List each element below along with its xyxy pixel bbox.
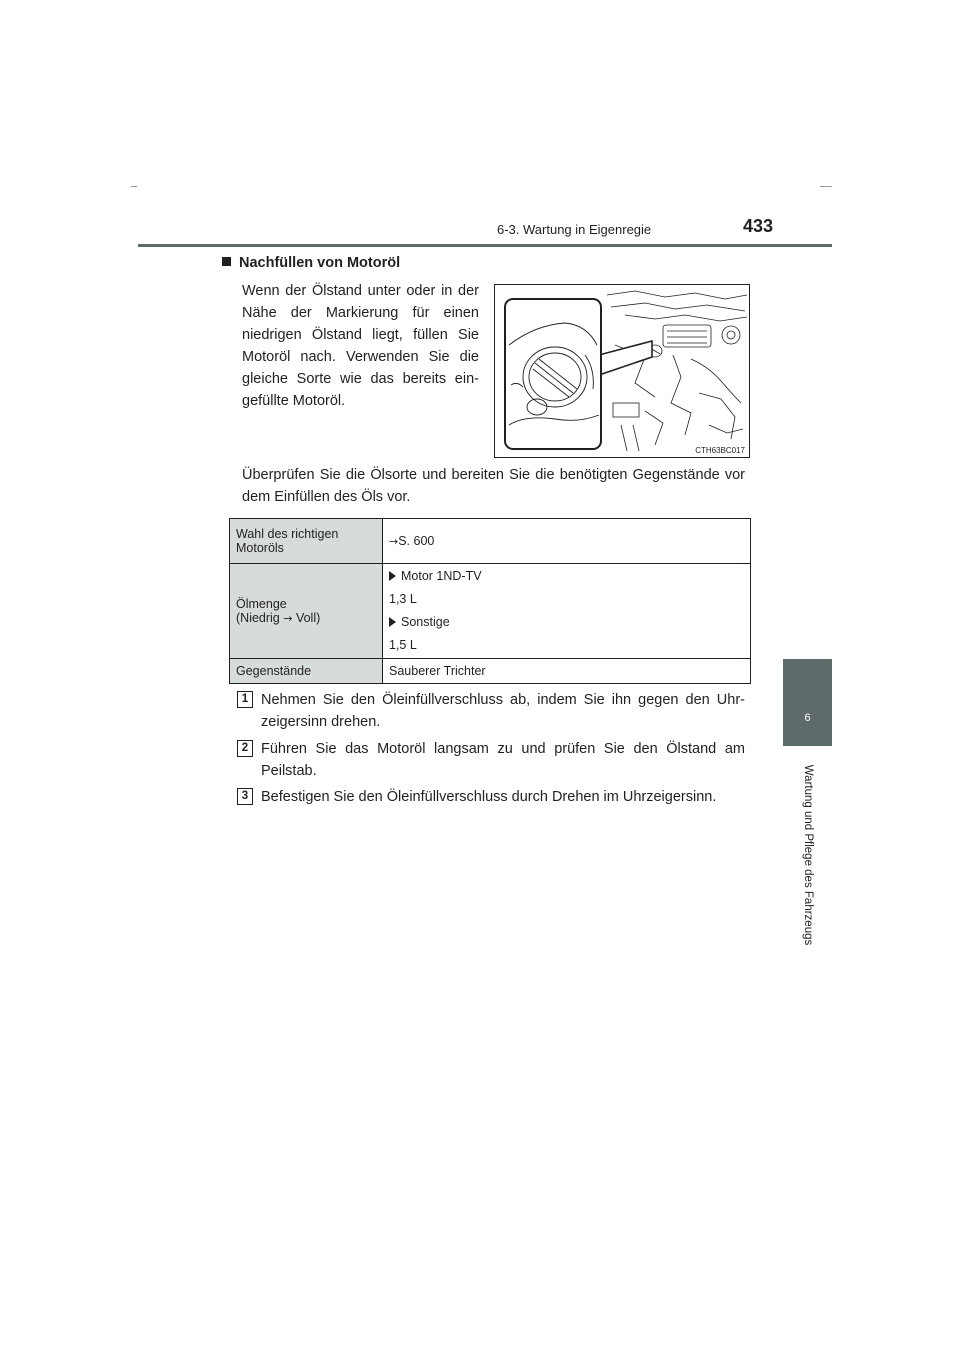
arrow-right-icon: → — [283, 612, 293, 625]
figure-code: CTH63BC017 — [695, 446, 745, 455]
page-number: 433 — [743, 216, 774, 236]
arrow-right-icon: → — [389, 535, 399, 548]
step-number-badge: 1 — [237, 691, 253, 708]
row1-label-line2: Motoröls — [236, 541, 284, 555]
oil-spec-table — [229, 518, 751, 684]
table-label-cell: Gegenstände — [230, 659, 383, 684]
table-value-cell — [383, 519, 751, 564]
chapter-tab — [783, 659, 832, 746]
crop-mark-right — [820, 186, 832, 187]
table-value-cell — [383, 564, 751, 659]
page-reference-link[interactable]: S. 600 — [398, 534, 435, 548]
crop-mark-left — [131, 186, 137, 187]
table-row — [230, 564, 751, 659]
row2-label-line2 — [236, 611, 376, 625]
option-value: 1,3 L — [389, 592, 417, 606]
intro-paragraph: Wenn der Ölstand unter oder in der Nähe der Markierung für einen niedrigen Ölstand liegt, füllen Sie Motoröl nach. Verwenden Sie die gleiche Sorte wie das bereits eingefüllte Motoröl. — [242, 283, 479, 409]
table-value-cell: Sauberer Trichter — [383, 659, 751, 684]
step-text: Befestigen Sie den Öleinfüllverschluss durch Drehen im Uhrzeigersinn. — [261, 789, 717, 805]
table-label-cell — [230, 519, 383, 564]
option-value: 1,5 L — [389, 638, 417, 652]
option-heading — [389, 611, 744, 634]
step-number-badge: 3 — [237, 788, 253, 805]
table-row — [230, 519, 751, 564]
row2-label-post: Voll) — [292, 611, 321, 625]
engine-oil-cap-illustration — [494, 284, 750, 458]
option1-name: Motor 1ND-TV — [401, 569, 482, 583]
chapter-tab-number: 6 — [804, 712, 811, 724]
row2-label-pre: (Niedrig — [236, 611, 284, 625]
section-heading-text: Nachfüllen von Motoröl — [239, 255, 401, 271]
table-label-cell — [230, 564, 383, 659]
table-row — [230, 659, 751, 684]
chapter-title-vertical: Wartung und Pflege des Fahrzeugs — [802, 764, 814, 946]
row1-label-line1: Wahl des richtigen — [236, 527, 339, 541]
engine-bay-drawing — [495, 285, 749, 457]
step-text: Führen Sie das Motoröl langsam zu und prüfen Sie den Ölstand am Peilstab. — [261, 741, 745, 779]
row2-label-line1: Ölmenge — [236, 597, 287, 611]
preparation-paragraph: Überprüfen Sie die Ölsorte und bereiten Sie die benötigten Gegenstände vor dem Einfüllen des Öls vor. — [242, 467, 745, 505]
running-header-section: 6-3. Wartung in Eigenregie — [497, 222, 652, 237]
option-heading — [389, 565, 744, 588]
step-number-badge: 2 — [237, 740, 253, 757]
section-heading — [222, 255, 400, 271]
triangle-bullet-icon — [389, 617, 396, 627]
triangle-bullet-icon — [389, 571, 396, 581]
header-rule — [138, 244, 832, 247]
step-text: Nehmen Sie den Öleinfüllverschluss ab, indem Sie ihn gegen den Uhrzeigersinn drehen. — [261, 692, 745, 730]
option2-name: Sonstige — [401, 615, 450, 629]
square-bullet-icon — [222, 257, 231, 266]
